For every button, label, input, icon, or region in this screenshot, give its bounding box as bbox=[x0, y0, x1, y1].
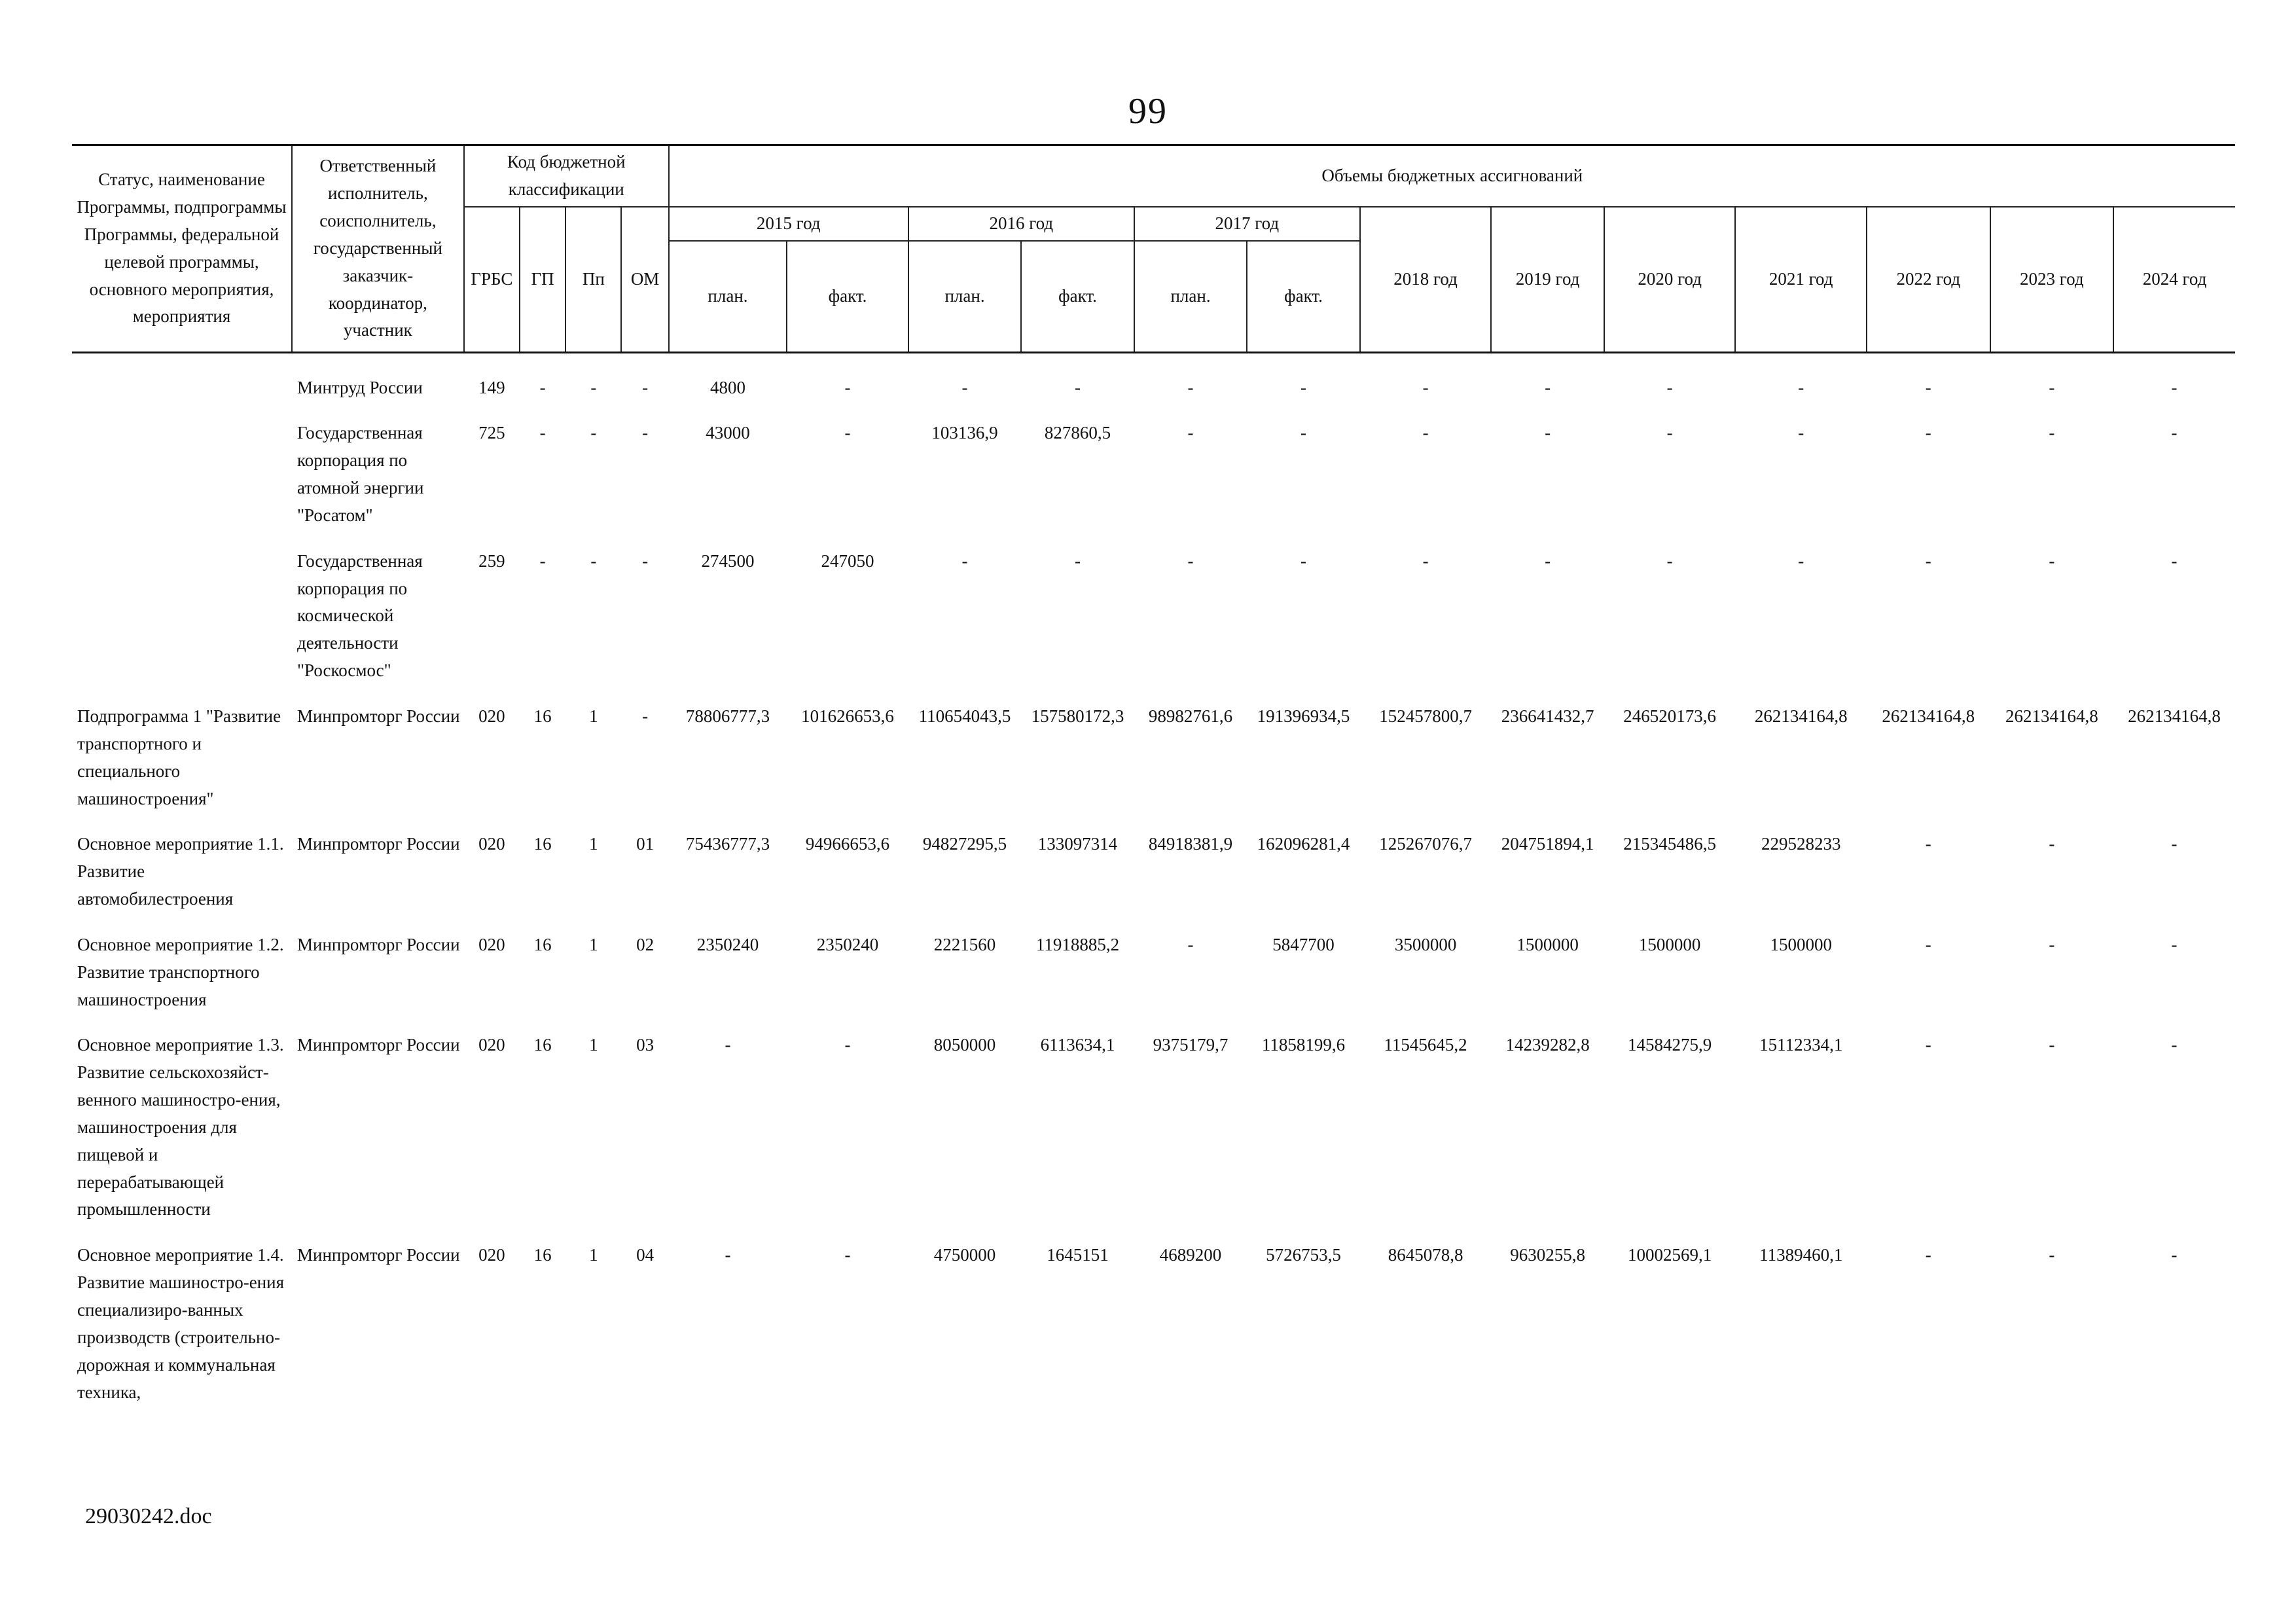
row-value: - bbox=[1925, 550, 1931, 571]
row-value: 1500000 bbox=[1638, 934, 1701, 954]
row-value: 15112334,1 bbox=[1759, 1035, 1843, 1055]
row-value: - bbox=[1666, 550, 1673, 571]
row-grbs: 149 bbox=[478, 377, 505, 397]
row-value: - bbox=[1925, 934, 1931, 954]
row-name: Подпрограмма 1 "Развитие транспортного и специального машиностроения" bbox=[77, 706, 281, 808]
header-executor: Ответственный исполнитель, соисполнитель, государственный заказчик-координатор, участник bbox=[292, 145, 464, 353]
row-value: 5726753,5 bbox=[1266, 1245, 1341, 1265]
row-value: - bbox=[844, 377, 851, 397]
header-2015-plan: план. bbox=[669, 241, 787, 353]
row-om: - bbox=[642, 706, 649, 726]
table-body bbox=[72, 352, 2235, 1418]
row-name bbox=[72, 368, 292, 414]
row-value: - bbox=[1925, 423, 1931, 443]
row-value: 8050000 bbox=[933, 1035, 996, 1055]
row-value: 4750000 bbox=[933, 1245, 996, 1265]
table-row bbox=[72, 368, 2235, 414]
row-executor: Минпромторг России bbox=[296, 834, 460, 854]
row-value: 262134164,8 bbox=[1754, 706, 1848, 726]
row-om: 04 bbox=[636, 1245, 655, 1265]
row-value: 8645078,8 bbox=[1388, 1245, 1463, 1265]
row-pp: 1 bbox=[589, 834, 598, 854]
row-pp: 1 bbox=[589, 934, 598, 954]
row-value: - bbox=[1798, 377, 1804, 397]
document-filename: 29030242.doc bbox=[85, 1504, 212, 1528]
row-value: 2350240 bbox=[696, 934, 759, 954]
row-grbs: 259 bbox=[478, 550, 505, 571]
row-value: 43000 bbox=[706, 423, 750, 443]
row-gp: 16 bbox=[533, 834, 552, 854]
row-pp: - bbox=[590, 377, 597, 397]
row-value: 191396934,5 bbox=[1257, 706, 1350, 726]
row-value: 14239282,8 bbox=[1505, 1035, 1590, 1055]
table-row bbox=[72, 1025, 2235, 1235]
row-value: 274500 bbox=[701, 550, 755, 571]
row-om: - bbox=[642, 550, 649, 571]
row-value: - bbox=[844, 1245, 851, 1265]
header-pp: Пп bbox=[565, 207, 621, 352]
row-value: - bbox=[1798, 550, 1804, 571]
row-value: 229528233 bbox=[1761, 834, 1841, 854]
row-value: 262134164,8 bbox=[1882, 706, 1975, 726]
row-value: - bbox=[2049, 423, 2055, 443]
row-value: - bbox=[844, 1035, 851, 1055]
row-value: 94827295,5 bbox=[922, 834, 1007, 854]
row-value: - bbox=[1187, 423, 1194, 443]
row-value: 152457800,7 bbox=[1379, 706, 1472, 726]
row-grbs: 020 bbox=[478, 1245, 505, 1265]
header-2018: 2018 год bbox=[1360, 207, 1492, 352]
header-2020: 2020 год bbox=[1604, 207, 1736, 352]
header-budget-code: Код бюджетной классификации bbox=[464, 145, 669, 207]
row-name: Основное мероприятие 1.1. Развитие автомобилестроения bbox=[77, 834, 284, 909]
row-gp: - bbox=[539, 377, 546, 397]
row-pp: 1 bbox=[589, 1245, 598, 1265]
header-2015: 2015 год bbox=[669, 207, 908, 241]
row-value: - bbox=[1798, 423, 1804, 443]
row-executor: Минпромторг России bbox=[296, 1245, 460, 1265]
row-value: - bbox=[1545, 550, 1551, 571]
row-name: Основное мероприятие 1.2. Развитие транспортного машиностроения bbox=[77, 934, 284, 1009]
row-value: - bbox=[1545, 377, 1551, 397]
row-pp: - bbox=[590, 423, 597, 443]
row-value: - bbox=[2049, 834, 2055, 854]
row-gp: 16 bbox=[533, 1245, 552, 1265]
table-row bbox=[72, 925, 2235, 1026]
row-om: - bbox=[642, 423, 649, 443]
row-executor: Государственная корпорация по космической деятельности "Роскосмос" bbox=[296, 550, 423, 681]
row-value: 75436777,3 bbox=[685, 834, 770, 854]
row-value: - bbox=[1300, 377, 1307, 397]
row-value: 14584275,9 bbox=[1628, 1035, 1712, 1055]
row-value: - bbox=[1925, 834, 1931, 854]
row-value: - bbox=[961, 550, 968, 571]
row-value: - bbox=[2171, 934, 2178, 954]
row-value: 84918381,9 bbox=[1148, 834, 1233, 854]
row-value: - bbox=[2049, 550, 2055, 571]
row-executor: Минпромторг России bbox=[296, 1035, 460, 1055]
row-value: 1645151 bbox=[1047, 1245, 1109, 1265]
table-row bbox=[72, 413, 2235, 541]
row-value: 236641432,7 bbox=[1501, 706, 1594, 726]
row-value: - bbox=[2171, 423, 2178, 443]
row-value: 94966653,6 bbox=[805, 834, 890, 854]
row-value: - bbox=[1925, 1035, 1931, 1055]
row-om: 01 bbox=[636, 834, 655, 854]
row-name bbox=[72, 541, 292, 696]
row-value: - bbox=[2049, 1035, 2055, 1055]
row-name: Основное мероприятие 1.4. Развитие машиностро-ения специализиро-ванных производств (строительно-дорожная и коммунальная техника, bbox=[77, 1245, 284, 1402]
row-value: 4800 bbox=[709, 377, 745, 397]
row-grbs: 020 bbox=[478, 834, 505, 854]
row-value: 6113634,1 bbox=[1040, 1035, 1115, 1055]
header-2022: 2022 год bbox=[1867, 207, 1990, 352]
row-value: 262134164,8 bbox=[2005, 706, 2098, 726]
table-row bbox=[72, 1235, 2235, 1418]
header-om: ОМ bbox=[621, 207, 668, 352]
table-row bbox=[72, 541, 2235, 696]
row-value: - bbox=[1925, 1245, 1931, 1265]
row-value: 246520173,6 bbox=[1623, 706, 1717, 726]
header-status: Статус, наименование Программы, подпрограммы Программы, федеральной целевой программы, основного мероприятия, мероприятия bbox=[72, 145, 292, 353]
header-2021: 2021 год bbox=[1735, 207, 1867, 352]
row-value: - bbox=[2049, 1245, 2055, 1265]
row-value: 4689200 bbox=[1159, 1245, 1222, 1265]
row-gp: - bbox=[539, 550, 546, 571]
row-value: 1500000 bbox=[1770, 934, 1832, 954]
row-grbs: 020 bbox=[478, 706, 505, 726]
header-2017-fact: факт. bbox=[1247, 241, 1360, 353]
row-value: 262134164,8 bbox=[2128, 706, 2221, 726]
row-value: - bbox=[1187, 377, 1194, 397]
row-value: - bbox=[2171, 550, 2178, 571]
row-value: - bbox=[2171, 1245, 2178, 1265]
page-number: 99 bbox=[1128, 91, 1168, 132]
row-value: 9630255,8 bbox=[1510, 1245, 1585, 1265]
row-value: - bbox=[1422, 377, 1429, 397]
row-value: - bbox=[1422, 423, 1429, 443]
row-value: 11858199,6 bbox=[1261, 1035, 1346, 1055]
row-value: - bbox=[1666, 377, 1673, 397]
row-value: - bbox=[1422, 550, 1429, 571]
row-value: 2350240 bbox=[816, 934, 879, 954]
header-2016-fact: факт. bbox=[1021, 241, 1134, 353]
row-value: 110654043,5 bbox=[918, 706, 1011, 726]
header-2016-plan: план. bbox=[908, 241, 1022, 353]
header-gp: ГП bbox=[520, 207, 565, 352]
row-value: 133097314 bbox=[1037, 834, 1118, 854]
row-value: - bbox=[1925, 377, 1931, 397]
row-value: - bbox=[1075, 377, 1081, 397]
row-value: 11545645,2 bbox=[1384, 1035, 1467, 1055]
row-value: - bbox=[2049, 377, 2055, 397]
row-executor: Государственная корпорация по атомной энергии "Росатом" bbox=[296, 423, 424, 525]
row-grbs: 020 bbox=[478, 934, 505, 954]
row-value: - bbox=[961, 377, 968, 397]
row-executor: Минпромторг России bbox=[296, 706, 460, 726]
table-header bbox=[72, 145, 2235, 353]
row-executor: Минпромторг России bbox=[296, 934, 460, 954]
row-value: 5847700 bbox=[1272, 934, 1335, 954]
row-gp: - bbox=[539, 423, 546, 443]
row-value: 10002569,1 bbox=[1628, 1245, 1712, 1265]
row-name: Основное мероприятие 1.3. Развитие сельскохозяйст-венного машиностро-ения, машиностроения для пищевой и перерабатывающей промышленности bbox=[77, 1035, 284, 1219]
row-name bbox=[72, 413, 292, 541]
row-value: 101626653,6 bbox=[801, 706, 894, 726]
row-grbs: 725 bbox=[478, 423, 505, 443]
row-gp: 16 bbox=[533, 706, 552, 726]
row-value: 204751894,1 bbox=[1501, 834, 1594, 854]
row-value: 11389460,1 bbox=[1759, 1245, 1843, 1265]
row-value: - bbox=[2171, 1035, 2178, 1055]
table-row bbox=[72, 696, 2235, 824]
row-executor: Минтруд России bbox=[296, 377, 423, 397]
row-value: - bbox=[1075, 550, 1081, 571]
row-value: - bbox=[725, 1035, 731, 1055]
row-value: - bbox=[1300, 423, 1307, 443]
row-grbs: 020 bbox=[478, 1035, 505, 1055]
row-value: 827860,5 bbox=[1044, 423, 1111, 443]
row-value: 215345486,5 bbox=[1623, 834, 1717, 854]
row-value: - bbox=[725, 1245, 731, 1265]
row-value: 162096281,4 bbox=[1257, 834, 1350, 854]
row-value: - bbox=[1187, 934, 1194, 954]
row-om: - bbox=[642, 377, 649, 397]
row-gp: 16 bbox=[533, 934, 552, 954]
row-value: 1500000 bbox=[1516, 934, 1579, 954]
row-value: 125267076,7 bbox=[1379, 834, 1472, 854]
row-value: - bbox=[2171, 377, 2178, 397]
row-value: 3500000 bbox=[1394, 934, 1457, 954]
header-2019: 2019 год bbox=[1491, 207, 1604, 352]
table-row bbox=[72, 824, 2235, 925]
row-pp: 1 bbox=[589, 1035, 598, 1055]
row-value: 157580172,3 bbox=[1031, 706, 1124, 726]
row-value: 2221560 bbox=[933, 934, 996, 954]
row-value: 78806777,3 bbox=[685, 706, 770, 726]
row-value: 103136,9 bbox=[931, 423, 998, 443]
row-value: - bbox=[2171, 834, 2178, 854]
row-value: - bbox=[2049, 934, 2055, 954]
header-2024: 2024 год bbox=[2113, 207, 2235, 352]
row-om: 03 bbox=[636, 1035, 655, 1055]
row-pp: 1 bbox=[589, 706, 598, 726]
row-gp: 16 bbox=[533, 1035, 552, 1055]
header-2016: 2016 год bbox=[908, 207, 1134, 241]
header-2023: 2023 год bbox=[1990, 207, 2114, 352]
row-value: 247050 bbox=[821, 550, 874, 571]
budget-table bbox=[72, 144, 2235, 1418]
header-volumes: Объемы бюджетных ассигнований bbox=[669, 145, 2235, 207]
header-2017-plan: план. bbox=[1134, 241, 1247, 353]
header-2015-fact: факт. bbox=[787, 241, 908, 353]
row-pp: - bbox=[590, 550, 597, 571]
row-value: - bbox=[1300, 550, 1307, 571]
header-grbs: ГРБС bbox=[464, 207, 520, 352]
row-value: 98982761,6 bbox=[1148, 706, 1233, 726]
row-value: 9375179,7 bbox=[1153, 1035, 1229, 1055]
row-value: 11918885,2 bbox=[1035, 934, 1120, 954]
row-value: - bbox=[844, 423, 851, 443]
row-value: - bbox=[1545, 423, 1551, 443]
row-value: - bbox=[1666, 423, 1673, 443]
row-value: - bbox=[1187, 550, 1194, 571]
row-om: 02 bbox=[636, 934, 655, 954]
header-2017: 2017 год bbox=[1134, 207, 1360, 241]
